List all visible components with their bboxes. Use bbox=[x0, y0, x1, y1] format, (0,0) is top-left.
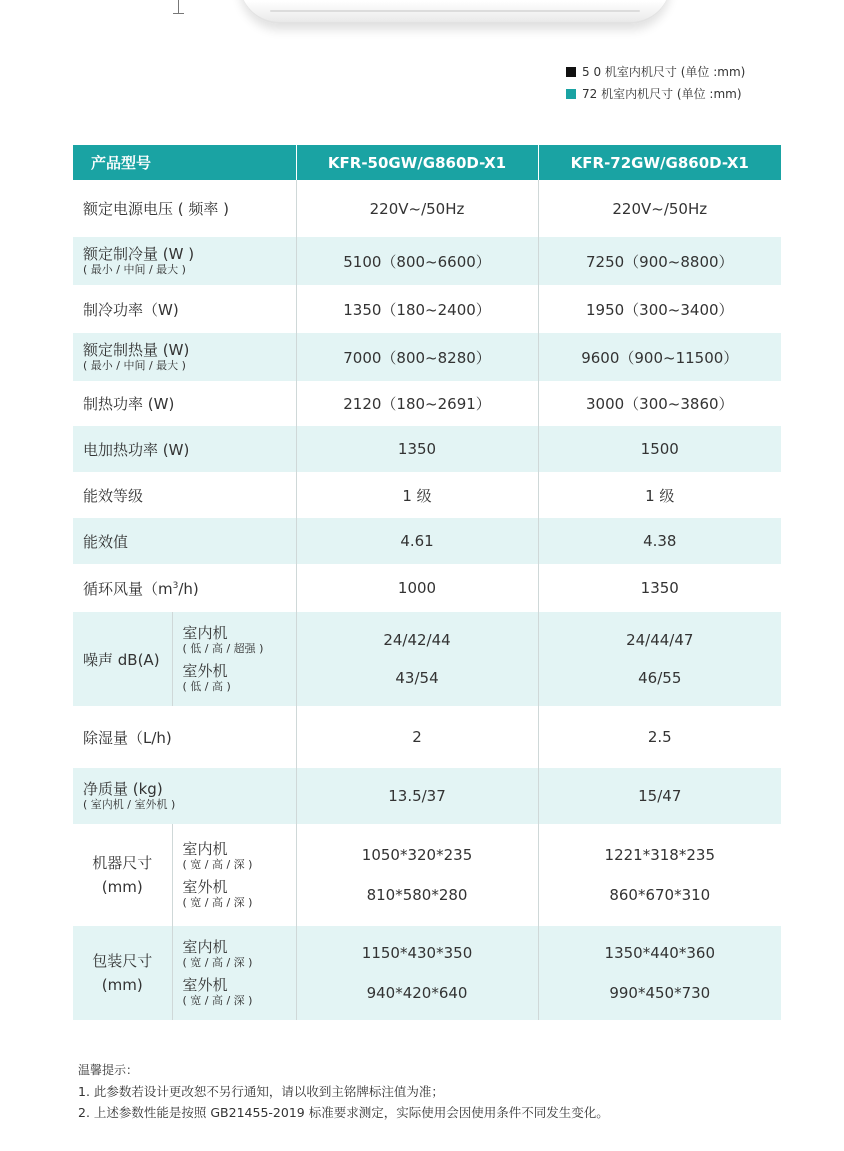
notes-title: 温馨提示： bbox=[78, 1063, 139, 1077]
row-label-sub: ( 最小 / 中间 / 最大 ) bbox=[83, 263, 186, 276]
row-label: 循环风量$(m^3/h)$ bbox=[73, 564, 296, 612]
row-sub-labels: 室内机 ( 宽 / 高 / 深 ) 室外机 ( 宽 / 高 / 深 ) bbox=[172, 926, 296, 1020]
row-value: 5100（800~6600） bbox=[296, 237, 538, 285]
air-conditioner-unit bbox=[240, 0, 670, 24]
row-value: 1221*318*235 860*670*310 bbox=[604, 846, 715, 904]
row-label: 能效等级 bbox=[73, 472, 296, 518]
row-label: 制热功率 (W) bbox=[73, 381, 296, 426]
row-value: 24/44/47 46/55 bbox=[538, 612, 781, 706]
row-label-main: 额定制冷量 (W ) bbox=[83, 245, 195, 263]
row-value: 13.5/37 bbox=[296, 768, 538, 824]
row-label bbox=[73, 237, 296, 285]
row-value: 7250（900~8800） bbox=[538, 237, 781, 285]
table-row bbox=[73, 768, 781, 824]
row-sub-labels: 室内机 ( 宽 / 高 / 深 ) 室外机 ( 宽 / 高 / 深 ) bbox=[172, 824, 296, 926]
row-value: 220V~/50Hz bbox=[612, 199, 708, 218]
notes bbox=[78, 1060, 609, 1123]
row-label: 噪声 dB(A) bbox=[73, 612, 172, 706]
row-value: 1150*430*350 940*420*640 bbox=[296, 926, 538, 1020]
legend-item-50 bbox=[566, 61, 745, 83]
table-row bbox=[73, 706, 781, 768]
row-value: 1950（300~3400） bbox=[585, 300, 734, 319]
row-label: 制冷功率（W) bbox=[73, 285, 296, 333]
row-value: 1350（180~2400） bbox=[296, 285, 538, 333]
legend-label: 5 0 机室内机尺寸 (单位 :mm) bbox=[582, 65, 746, 79]
table-row bbox=[73, 333, 781, 381]
row-value: 9600（900~11500） bbox=[538, 333, 781, 381]
table-row bbox=[73, 285, 781, 333]
table-header-row bbox=[73, 145, 781, 180]
row-value: 1 级 bbox=[645, 486, 675, 505]
note-item: 1. 此参数若设计更改恕不另行通知，请以收到主铭牌标注值为准； bbox=[78, 1084, 444, 1099]
table-row bbox=[73, 472, 781, 518]
table-row bbox=[73, 381, 781, 426]
row-value: 2120（180~2691） bbox=[296, 381, 538, 426]
table-row bbox=[73, 564, 781, 612]
row-value: 1350*440*360 990*450*730 bbox=[538, 926, 781, 1020]
row-value: 7000（800~8280） bbox=[296, 333, 538, 381]
row-label: 除湿量（L/h) bbox=[73, 706, 296, 768]
row-value: 4.61 bbox=[296, 518, 538, 564]
note-item: 2. 上述参数性能是按照 GB21455-2019 标准要求测定，实际使用会因使用条件不同发生变化。 bbox=[78, 1105, 609, 1120]
legend-swatch-black bbox=[566, 67, 576, 77]
table-row-package-size bbox=[73, 926, 781, 1020]
row-label: 机器尺寸 (mm) bbox=[73, 824, 172, 926]
row-value: 15/47 bbox=[538, 768, 781, 824]
legend-label: 72 机室内机尺寸 (单位 :mm) bbox=[582, 87, 742, 101]
legend-swatch-teal bbox=[566, 89, 576, 99]
size-legend bbox=[566, 61, 745, 105]
product-image bbox=[0, 0, 844, 40]
row-label bbox=[73, 333, 296, 381]
table-row bbox=[73, 426, 781, 472]
table-row bbox=[73, 180, 781, 237]
row-sub-labels: 室内机 ( 低 / 高 / 超强 ) 室外机 ( 低 / 高 ) bbox=[172, 612, 296, 706]
row-label: 电加热功率 (W) bbox=[73, 426, 296, 472]
spec-table bbox=[73, 145, 781, 1020]
table-row bbox=[73, 237, 781, 285]
row-value: 4.38 bbox=[538, 518, 781, 564]
row-value: 2.5 bbox=[647, 728, 672, 746]
row-value: 220V~/50Hz bbox=[296, 180, 538, 237]
row-value: 1350 bbox=[296, 426, 538, 472]
row-label-main: 额定制热量 (W) bbox=[83, 341, 190, 359]
row-value: 2 bbox=[296, 706, 538, 768]
table-row-noise bbox=[73, 612, 781, 706]
row-value: 1500 bbox=[538, 426, 781, 472]
row-label-sub: ( 最小 / 中间 / 最大 ) bbox=[83, 359, 186, 372]
row-label: 净质量 (kg) ( 室内机 / 室外机 ) bbox=[73, 768, 296, 824]
header-model-72: KFR-72GW/G860D-X1 bbox=[538, 145, 781, 180]
row-label: 能效值 bbox=[73, 518, 296, 564]
row-value: 3000（300~3860） bbox=[585, 395, 734, 413]
row-value: 1050*320*235 810*580*280 bbox=[296, 824, 538, 926]
row-value: 1350 bbox=[640, 579, 679, 597]
table-row-unit-size bbox=[73, 824, 781, 926]
header-model-50: KFR-50GW/G860D-X1 bbox=[296, 145, 538, 180]
table-row bbox=[73, 518, 781, 564]
row-label: 额定电源电压 ( 频率 ) bbox=[73, 180, 296, 237]
row-label: 包装尺寸 (mm) bbox=[73, 926, 172, 1020]
dimension-marker bbox=[178, 0, 179, 14]
header-model-label: 产品型号 bbox=[73, 145, 296, 180]
legend-item-72 bbox=[566, 83, 745, 105]
row-value: 24/42/44 43/54 bbox=[296, 612, 538, 706]
row-value: 1000 bbox=[296, 564, 538, 612]
row-value: 1 级 bbox=[296, 472, 538, 518]
